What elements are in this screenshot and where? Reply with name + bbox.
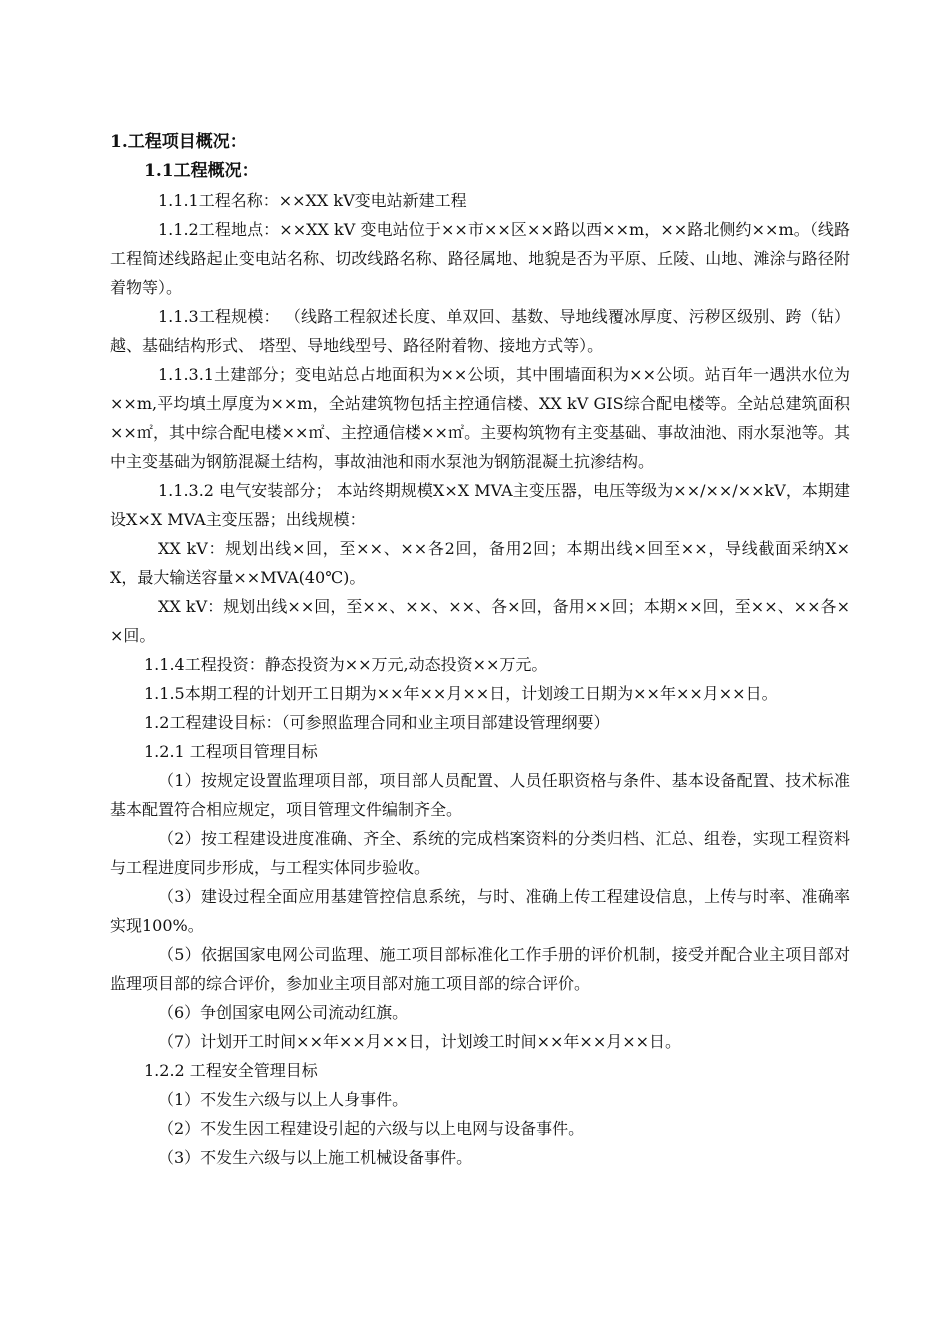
paragraph-project-location: 1.1.2工程地点：××XX kV 变电站位于××市××区××路以西××m，××路北侧约××m。（线路工程简述线路起止变电站名称、切改线路名称、路径属地、地貌是否为平原、丘陵、山地、滩涂与路径附着物等）。 — [110, 220, 850, 297]
list-item-goal-6: （6）争创国家电网公司流动红旗。 — [158, 1003, 409, 1022]
section-heading-1-2-1: 1.2.1 工程项目管理目标 — [144, 742, 318, 761]
paragraph-outgoing-lines-1: XX kV：规划出线×回，至××、××各2回，备用2回；本期出线×回至××，导线截面采纳X×X，最大输送容量××MVA(40℃)。 — [110, 539, 850, 587]
list-item-safety-2: （2）不发生因工程建设引起的六级与以上电网与设备事件。 — [158, 1119, 585, 1138]
list-item-goal-1: （1）按规定设置监理项目部，项目部人员配置、人员任职资格与条件、基本设备配置、技术标准基本配置符合相应规定，项目管理文件编制齐全。 — [110, 771, 850, 819]
paragraph-electrical-installation: 1.1.3.2 电气安装部分； 本站终期规模X×X MVA主变压器，电压等级为××/××/××kV，本期建设X×X MVA主变压器；出线规模： — [110, 481, 850, 529]
paragraph-outgoing-lines-2: XX kV：规划出线××回，至××、××、××、各×回，备用××回；本期××回，至××、××各××回。 — [110, 597, 850, 645]
list-item-safety-1: （1）不发生六级与以上人身事件。 — [158, 1090, 409, 1109]
list-item-goal-2: （2）按工程建设进度准确、齐全、系统的完成档案资料的分类归档、汇总、组卷，实现工程资料与工程进度同步形成，与工程实体同步验收。 — [110, 829, 850, 877]
paragraph-civil-works: 1.1.3.1土建部分；变电站总占地面积为××公顷，其中围墙面积为××公顷。站百年一遇洪水位为××m,平均填土厚度为××m，全站建筑物包括主控通信楼、XX kV GIS综合配电楼等。全站总建筑面积××㎡，其中综合配电楼××㎡、主控通信楼××㎡。主要构筑物有主变基础、事故油池、雨水泵池等。其中主变基础为钢筋混凝土结构，事故油池和雨水泵池为钢筋混凝土抗渗结构。 — [110, 365, 850, 471]
paragraph-project-scale: 1.1.3工程规模： （线路工程叙述长度、单双回、基数、导地线覆冰厚度、污秽区级别、跨（钻）越、基础结构形式、 塔型、导地线型号、路径附着物、接地方式等）。 — [110, 307, 850, 355]
document-body — [110, 128, 850, 1172]
section-heading-1-2: 1.2工程建设目标：（可参照监理合同和业主项目部建设管理纲要） — [144, 713, 610, 732]
list-item-goal-3: （3）建设过程全面应用基建管控信息系统，与时、准确上传工程建设信息，上传与时率、准确率实现100%。 — [110, 887, 850, 935]
list-item-safety-3: （3）不发生六级与以上施工机械设备事件。 — [158, 1148, 473, 1167]
section-heading-1: 1.工程项目概况： — [110, 132, 247, 152]
section-heading-1-2-2: 1.2.2 工程安全管理目标 — [144, 1061, 318, 1080]
section-heading-1-1: 1.1工程概况： — [144, 161, 259, 181]
paragraph-schedule: 1.1.5本期工程的计划开工日期为××年××月××日，计划竣工日期为××年××月××日。 — [144, 684, 778, 703]
paragraph-investment: 1.1.4工程投资：静态投资为××万元,动态投资××万元。 — [144, 655, 548, 674]
paragraph-project-name: 1.1.1工程名称：××XX kV变电站新建工程 — [158, 191, 467, 210]
list-item-goal-5: （5）依据国家电网公司监理、施工项目部标准化工作手册的评价机制，接受并配合业主项目部对监理项目部的综合评价，参加业主项目部对施工项目部的综合评价。 — [110, 945, 850, 993]
list-item-goal-7: （7）计划开工时间××年××月××日，计划竣工时间××年××月××日。 — [158, 1032, 682, 1051]
